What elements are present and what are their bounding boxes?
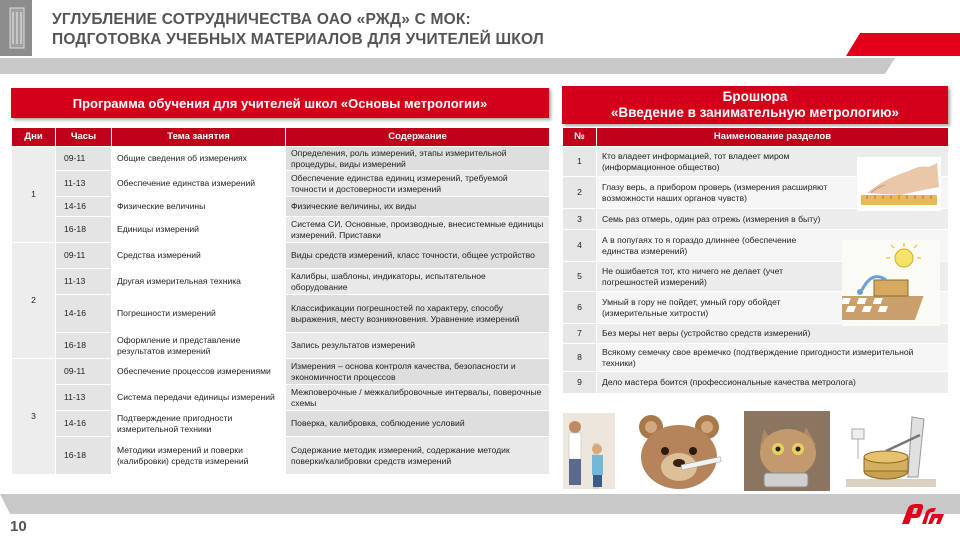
day-cell: 3 bbox=[12, 359, 56, 475]
header-grey-stripe bbox=[0, 58, 895, 74]
rzd-logo-icon bbox=[896, 500, 948, 528]
hours-cell: 11-13 bbox=[56, 385, 112, 411]
table-row bbox=[12, 411, 550, 437]
table-row bbox=[563, 344, 949, 372]
topic-cell: Единицы измерений bbox=[112, 217, 286, 243]
topic-cell: Подтверждение пригодности измерительной техники bbox=[112, 411, 286, 437]
hours-cell: 16-18 bbox=[56, 437, 112, 475]
col-header-content: Содержание bbox=[286, 128, 550, 147]
section-num: 5 bbox=[563, 262, 597, 292]
col-header-section: Наименование разделов bbox=[597, 128, 949, 147]
col-header-topic: Тема занятия bbox=[112, 128, 286, 147]
table-row bbox=[563, 372, 949, 394]
hours-cell: 11-13 bbox=[56, 171, 112, 197]
section-name-text: Кто владеет информацией, тот владеет миром (информационное общество) bbox=[602, 151, 790, 172]
hand-ruler-illustration bbox=[857, 157, 941, 211]
section-name-text: Умный в гору не пойдет, умный гору обойдет (измерительные хитрости) bbox=[602, 297, 781, 318]
content-cell: Физические величины, их виды bbox=[286, 197, 550, 217]
brochure-title-line1: Брошюра bbox=[722, 89, 788, 104]
section-num: 8 bbox=[563, 344, 597, 372]
section-name-text: Семь раз отмерь, один раз отрежь (измерения в быту) bbox=[602, 213, 821, 224]
section-name-text: Дело мастера боится (профессиональные качества метролога) bbox=[602, 377, 856, 388]
header-red-stripe bbox=[846, 33, 960, 56]
page-title-line1: УГЛУБЛЕНИЕ СОТРУДНИЧЕСТВА ОАО «РЖД» С МОК: bbox=[52, 11, 471, 28]
program-title bbox=[11, 88, 549, 118]
hours-cell: 09-11 bbox=[56, 243, 112, 269]
col-header-days: Дни bbox=[12, 128, 56, 147]
table-row bbox=[12, 197, 550, 217]
content-cell: Классификации погрешностей по характеру, способу выражения, месту возникновения. Уравнение измерений bbox=[286, 295, 550, 333]
section-name-text: Без меры нет веры (устройство средств измерений) bbox=[602, 328, 811, 339]
table-row bbox=[563, 209, 949, 230]
content-cell: Поверка, калибровка, соблюдение условий bbox=[286, 411, 550, 437]
experiment-illustration bbox=[842, 240, 940, 326]
section-name-text: А в попугаях то я гораздо длиннее (обеспечение единства измерений) bbox=[602, 235, 797, 256]
hours-cell: 14-16 bbox=[56, 295, 112, 333]
section-num: 9 bbox=[563, 372, 597, 394]
topic-cell: Методики измерений и поверки (калибровки) средств измерений bbox=[112, 437, 286, 475]
content-cell: Содержание методик измерений, содержание методик поверки/калибровки средств измерений bbox=[286, 437, 550, 475]
col-header-num: № bbox=[563, 128, 597, 147]
content-cell: Обеспечение единства единиц измерений, требуемой точности и достоверности измерений bbox=[286, 171, 550, 197]
teddy-bear-photo bbox=[623, 413, 736, 489]
content-cell: Межповерочные / межкалибровочные интервалы, поверочные схемы bbox=[286, 385, 550, 411]
child-measuring-photo bbox=[563, 413, 615, 489]
content-cell: Определения, роль измерений, этапы измерительной процедуры, виды измерений bbox=[286, 147, 550, 171]
table-row bbox=[12, 333, 550, 359]
hours-cell: 14-16 bbox=[56, 411, 112, 437]
table-row bbox=[563, 324, 949, 344]
table-row bbox=[12, 359, 550, 385]
section-num: 1 bbox=[563, 147, 597, 177]
topic-cell: Средства измерений bbox=[112, 243, 286, 269]
section-name-text: Глазу верь, а прибором проверь (измерения расширяют возможности наших органов чувств) bbox=[602, 182, 828, 203]
brochure-table-header bbox=[563, 128, 949, 147]
section-name bbox=[597, 344, 949, 372]
content-cell: Калибры, шаблоны, индикаторы, испытательное оборудование bbox=[286, 269, 550, 295]
section-name bbox=[597, 372, 949, 394]
table-row bbox=[12, 385, 550, 411]
hours-cell: 11-13 bbox=[56, 269, 112, 295]
section-name-text: Всякому семечку свое времечко (подтверждение пригодности измерительной техники) bbox=[602, 347, 914, 368]
program-table bbox=[11, 127, 550, 475]
day-cell: 2 bbox=[12, 243, 56, 359]
topic-cell: Физические величины bbox=[112, 197, 286, 217]
section-num: 3 bbox=[563, 209, 597, 230]
table-row bbox=[12, 217, 550, 243]
section-num: 6 bbox=[563, 292, 597, 324]
content-cell: Виды средств измерений, класс точности, общее устройство bbox=[286, 243, 550, 269]
topic-cell: Другая измерительная техника bbox=[112, 269, 286, 295]
page-title-line2: ПОДГОТОВКА УЧЕБНЫХ МАТЕРИАЛОВ ДЛЯ УЧИТЕЛЕЙ ШКОЛ bbox=[52, 31, 544, 48]
topic-cell: Погрешности измерений bbox=[112, 295, 286, 333]
cat-photo bbox=[744, 411, 830, 491]
section-num: 4 bbox=[563, 230, 597, 262]
brochure-title-line2: «Введение в занимательную метрологию» bbox=[610, 105, 900, 120]
table-row bbox=[12, 269, 550, 295]
table-row bbox=[12, 437, 550, 475]
table-row bbox=[12, 147, 550, 171]
topic-cell: Общие сведения об измерениях bbox=[112, 147, 286, 171]
day-cell: 1 bbox=[12, 147, 56, 243]
section-name-text: Не ошибается тот, кто ничего не делает (учет погрешностей измерений) bbox=[602, 266, 784, 287]
topic-cell: Оформление и представление результатов измерений bbox=[112, 333, 286, 359]
section-name bbox=[597, 324, 949, 344]
hours-cell: 16-18 bbox=[56, 217, 112, 243]
page-number: 10 bbox=[10, 518, 27, 535]
program-title-text: Программа обучения для учителей школ «Основы метрологии» bbox=[72, 95, 488, 111]
topic-cell: Обеспечение процессов измерениями bbox=[112, 359, 286, 385]
hours-cell: 14-16 bbox=[56, 197, 112, 217]
brochure-title bbox=[562, 86, 948, 124]
content-cell: Система СИ. Основные, производные, внесистемные единицы измерений. Приставки bbox=[286, 217, 550, 243]
section-num: 2 bbox=[563, 177, 597, 209]
page-title bbox=[52, 10, 612, 50]
measuring-device-photo bbox=[842, 411, 940, 491]
topic-cell: Система передачи единицы измерений bbox=[112, 385, 286, 411]
footer-grey-stripe bbox=[0, 494, 960, 514]
hours-cell: 09-11 bbox=[56, 359, 112, 385]
col-header-hours: Часы bbox=[56, 128, 112, 147]
program-table-header bbox=[12, 128, 550, 147]
table-row bbox=[12, 295, 550, 333]
header-emblem-icon bbox=[8, 6, 26, 50]
content-cell: Запись результатов измерений bbox=[286, 333, 550, 359]
content-cell: Измерения – основа контроля качества, безопасности и экономичности процессов bbox=[286, 359, 550, 385]
table-row bbox=[12, 243, 550, 269]
hours-cell: 16-18 bbox=[56, 333, 112, 359]
hours-cell: 09-11 bbox=[56, 147, 112, 171]
section-num: 7 bbox=[563, 324, 597, 344]
topic-cell: Обеспечение единства измерений bbox=[112, 171, 286, 197]
section-name bbox=[597, 209, 949, 230]
table-row bbox=[12, 171, 550, 197]
